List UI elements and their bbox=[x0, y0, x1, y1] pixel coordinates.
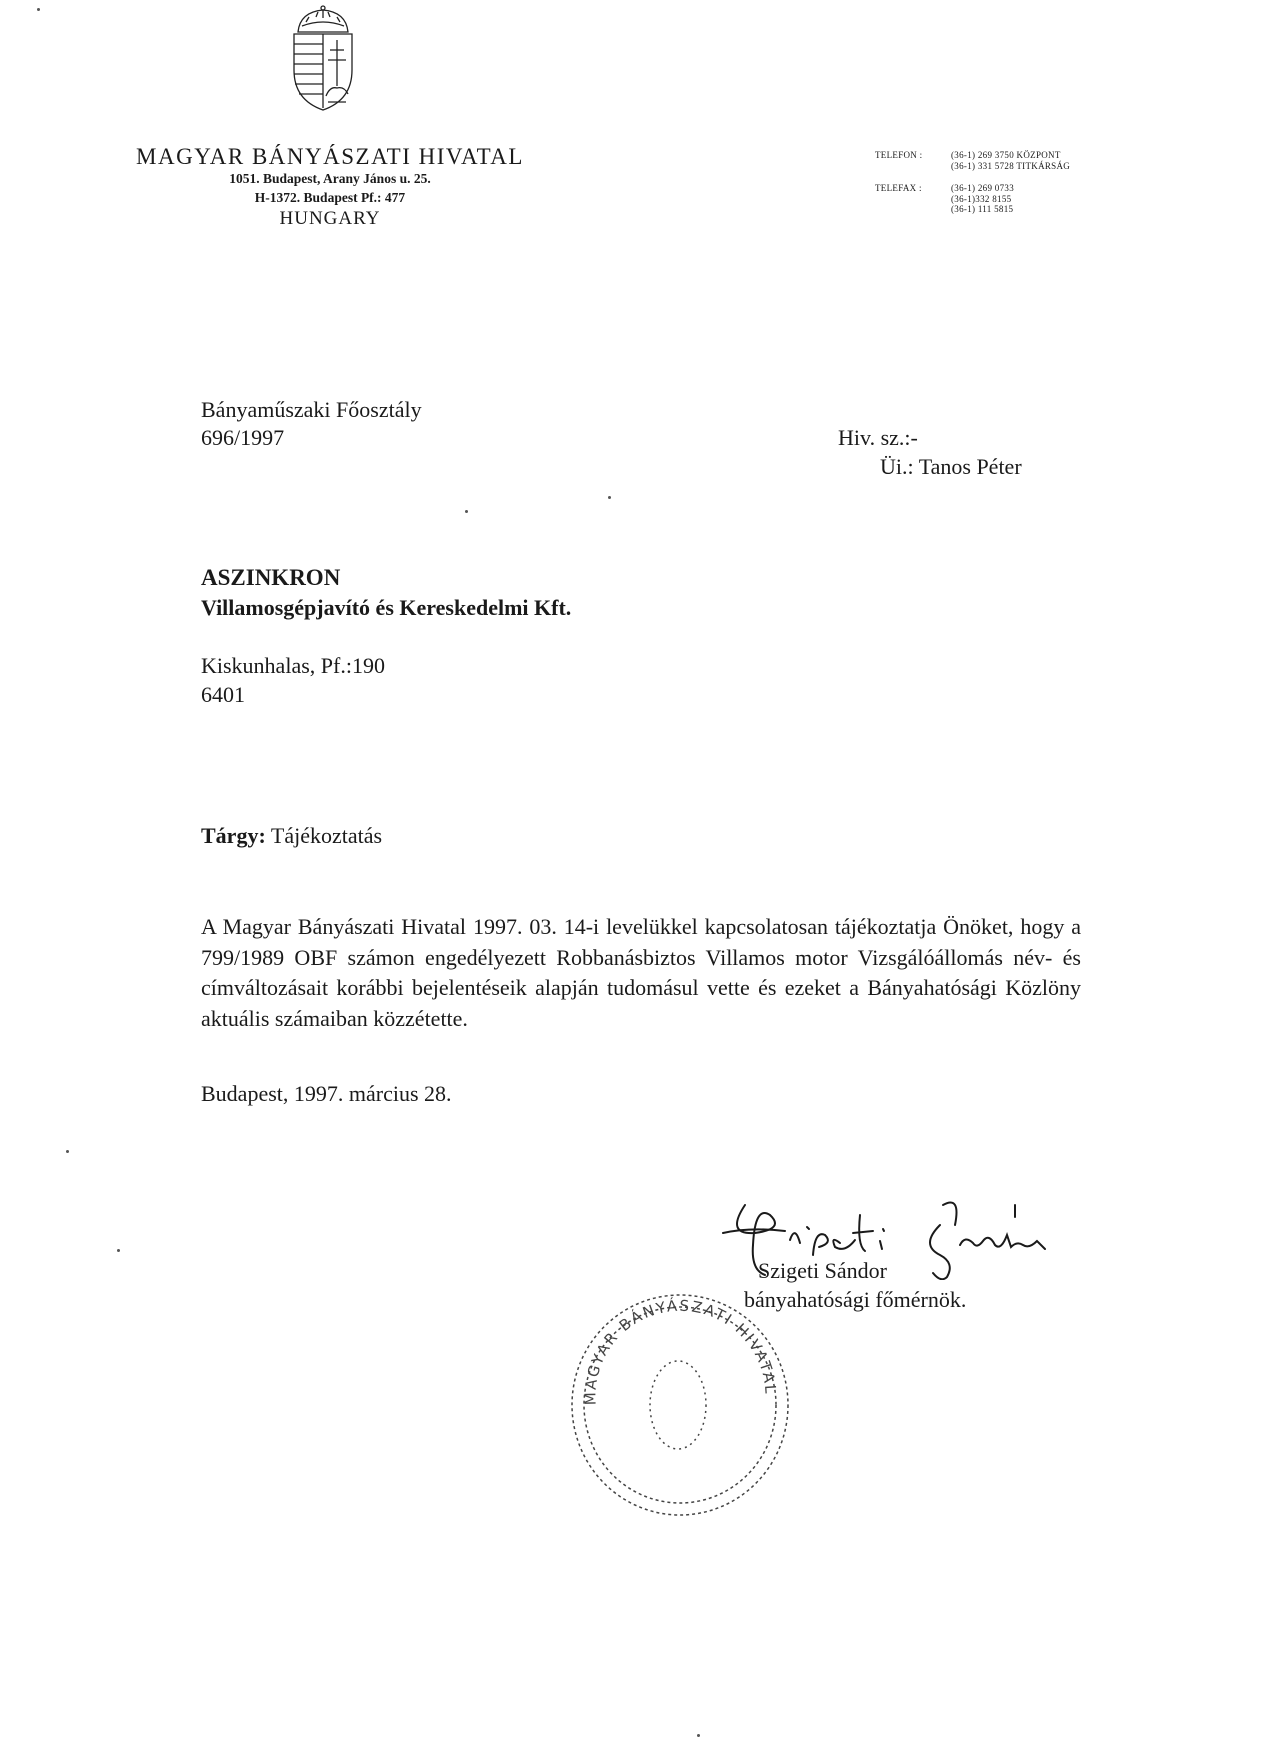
organization-address-line2: H-1372. Budapest Pf.: 477 bbox=[254, 190, 406, 205]
telefax-line: (36-1)332 8155 bbox=[951, 193, 1012, 204]
signatory-title: bányahatósági főmérnök. bbox=[744, 1287, 967, 1312]
stamp-text: MAGYAR BÁNYÁSZATI HIVATAL bbox=[581, 1296, 780, 1406]
telefax-line: (36-1) 269 0733 bbox=[951, 183, 1014, 193]
telefax-line: (36-1) 111 5815 bbox=[951, 204, 1014, 214]
telefax-label: TELEFAX : bbox=[875, 183, 922, 193]
scan-speck bbox=[465, 510, 468, 513]
telefax-block bbox=[875, 183, 1175, 215]
body-paragraph: A Magyar Bányászati Hivatal 1997. 03. 14-i levelükkel kapcsolatosan tájékoztatja Önöket, hogy a 799/1989 OBF számon engedélyezett Robbanásbiztos Villamos motor Vizsgálóállomás név- és címváltozásait korábbi bejelentéseik alapján tudomásul vette és ezeket a Bányahatósági Közlöny aktuális számaiban közzétette. bbox=[201, 914, 1081, 1031]
recipient-name: ASZINKRON bbox=[201, 565, 341, 590]
department-name: Bányaműszaki Főosztály bbox=[201, 397, 422, 422]
contact-info bbox=[875, 150, 1175, 215]
hiv-sz: Hiv. sz.:- bbox=[838, 425, 918, 450]
organization-country: HUNGARY bbox=[279, 208, 381, 229]
telefon-line: (36-1) 269 3750 KÖZPONT bbox=[951, 150, 1061, 160]
recipient-company: Villamosgépjavító és Kereskedelmi Kft. bbox=[201, 595, 572, 620]
subject-label: Tárgy: bbox=[201, 823, 266, 848]
organization-address-line1: 1051. Budapest, Arany János u. 25. bbox=[229, 171, 431, 186]
recipient-city: Kiskunhalas, Pf.:190 bbox=[201, 653, 385, 678]
reference-number: 696/1997 bbox=[201, 425, 285, 450]
telefon-label: TELEFON : bbox=[875, 150, 923, 160]
subject-text: Tájékoztatás bbox=[270, 823, 383, 848]
subject-line bbox=[201, 823, 382, 849]
coat-of-arms-icon bbox=[286, 4, 360, 114]
telefon-line: (36-1) 331 5728 TITKÁRSÁG bbox=[951, 160, 1071, 171]
scan-speck bbox=[37, 8, 40, 11]
scan-speck bbox=[608, 496, 611, 499]
handled-by: Üi.: Tanos Péter bbox=[880, 454, 1022, 479]
official-stamp bbox=[568, 1290, 793, 1520]
scan-speck bbox=[117, 1249, 120, 1252]
date-line: Budapest, 1997. március 28. bbox=[201, 1081, 452, 1106]
scan-speck bbox=[66, 1150, 69, 1153]
recipient-zip: 6401 bbox=[201, 682, 245, 707]
telefon-block bbox=[875, 150, 1175, 171]
signatory-name: Szigeti Sándor bbox=[758, 1258, 887, 1283]
scan-speck bbox=[697, 1734, 700, 1737]
organization-name: MAGYAR BÁNYÁSZATI HIVATAL bbox=[136, 144, 524, 169]
